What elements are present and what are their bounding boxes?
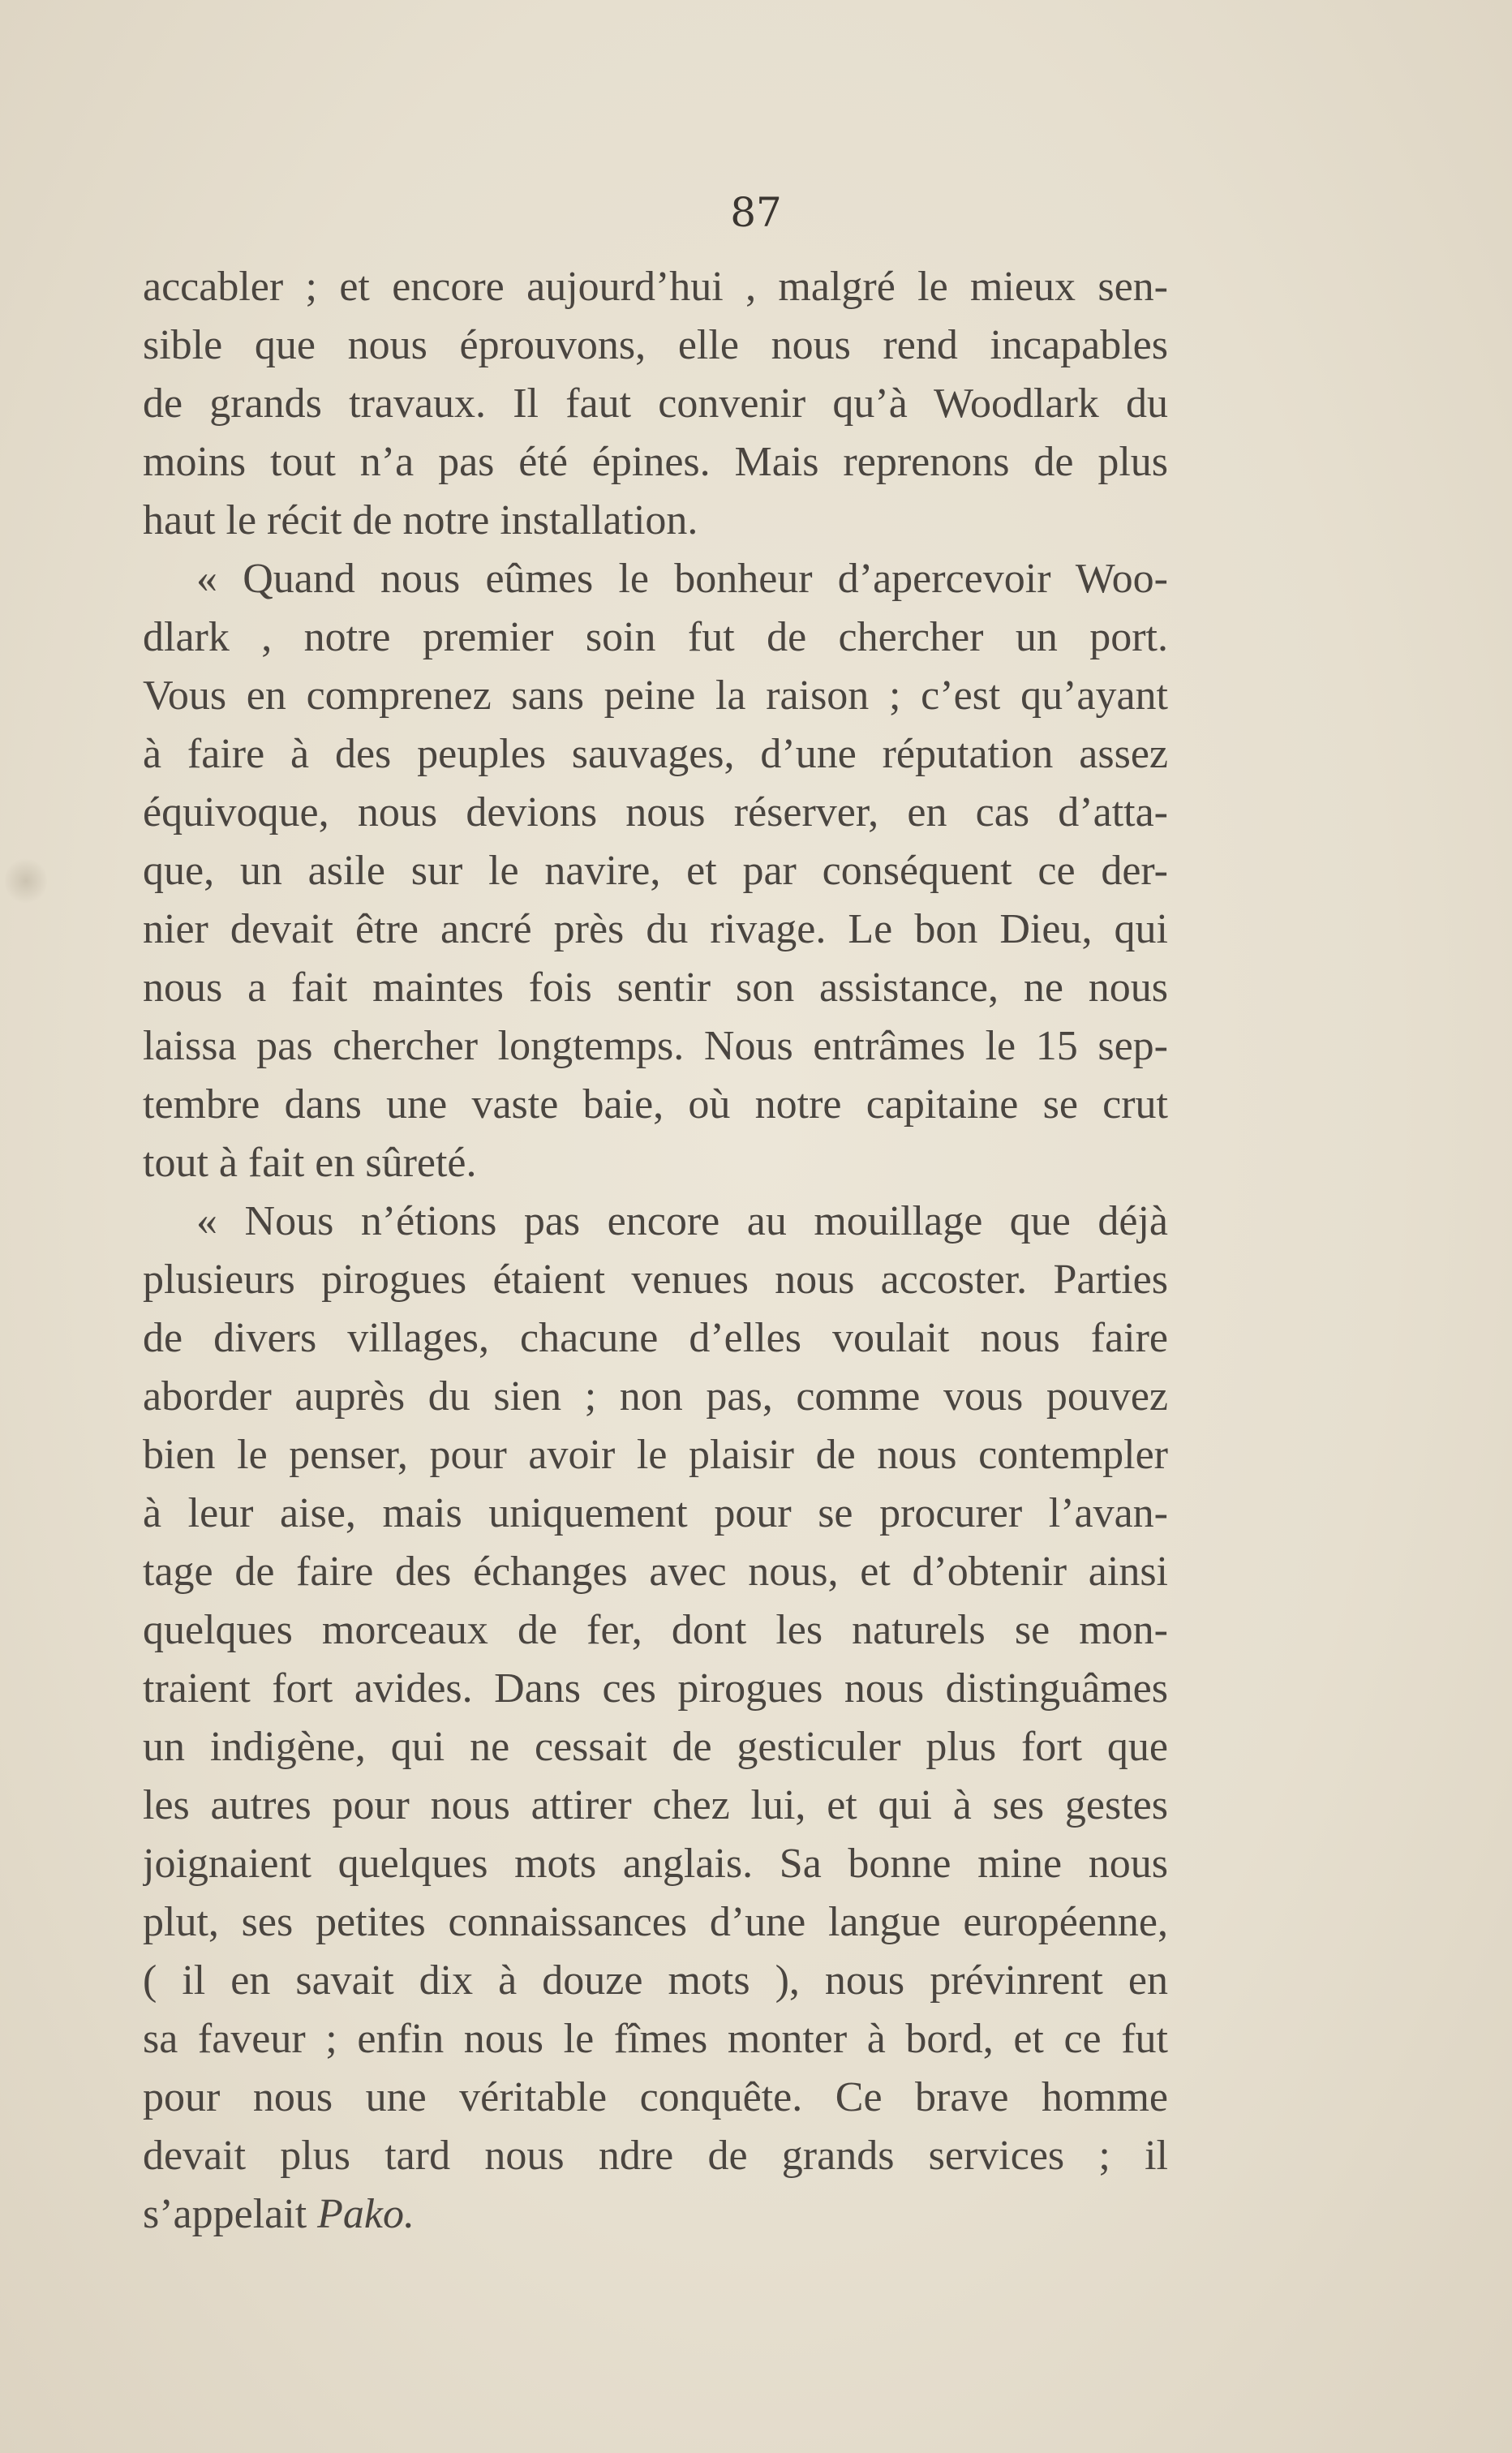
text-line: sible que nous éprouvons, elle nous rend incapables bbox=[143, 322, 1168, 368]
text-line: « Nous n’étions pas encore au mouillage que déjà bbox=[196, 1198, 1168, 1244]
text-line: que, un asile sur le navire, et par conséquent ce der- bbox=[143, 848, 1168, 894]
text-line: joignaient quelques mots anglais. Sa bonne mine nous bbox=[143, 1841, 1168, 1887]
text-line: quelques morceaux de fer, dont les naturels se mon- bbox=[143, 1607, 1168, 1653]
text-line: aborder auprès du sien ; non pas, comme vous pouvez bbox=[143, 1373, 1168, 1420]
final-text-line bbox=[143, 2185, 1168, 2244]
paragraph-2 bbox=[143, 550, 1168, 1192]
page-number: 87 bbox=[730, 189, 782, 236]
text-line: « Quand nous eûmes le bonheur d’apercevoir Woo- bbox=[196, 556, 1168, 602]
text-line: nous a fait maintes fois sentir son assistance, ne nous bbox=[143, 964, 1168, 1011]
text-line: tembre dans une vaste baie, où notre capitaine se crut bbox=[143, 1081, 1168, 1128]
paragraph-3 bbox=[143, 1192, 1168, 2244]
paper-stain bbox=[5, 857, 47, 905]
person-name-pako: Pako. bbox=[317, 2191, 415, 2237]
text-line: tage de faire des échanges avec nous, et d’obtenir ainsi bbox=[143, 1549, 1168, 1595]
text-line: bien le penser, pour avoir le plaisir de nous contempler bbox=[143, 1432, 1168, 1478]
text-line: de grands travaux. Il faut convenir qu’à Woodlark du bbox=[143, 380, 1168, 427]
paragraph-1 bbox=[143, 258, 1168, 550]
text-line: moins tout n’a pas été épines. Mais reprenons de plus bbox=[143, 439, 1168, 485]
text-line: devait plus tard nous ndre de grands services ; il bbox=[143, 2133, 1168, 2179]
text-line: traient fort avides. Dans ces pirogues nous distinguâmes bbox=[143, 1665, 1168, 1712]
text-line: plusieurs pirogues étaient venues nous accoster. Parties bbox=[143, 1257, 1168, 1303]
text-line: pour nous une véritable conquête. Ce brave homme bbox=[143, 2074, 1168, 2120]
text-line: à leur aise, mais uniquement pour se procurer l’avan- bbox=[143, 1490, 1168, 1536]
text-line: sa faveur ; enfin nous le fîmes monter à bord, et ce fut bbox=[143, 2016, 1168, 2062]
text-line: nier devait être ancré près du rivage. Le bon Dieu, qui bbox=[143, 906, 1168, 952]
text-line: plut, ses petites connaissances d’une langue européenne, bbox=[143, 1899, 1168, 1945]
text-line: dlark , notre premier soin fut de chercher un port. bbox=[143, 614, 1168, 660]
text-line: les autres pour nous attirer chez lui, et qui à ses gestes bbox=[143, 1782, 1168, 1828]
text-line: tout à fait en sûreté. bbox=[143, 1140, 477, 1186]
body-text bbox=[143, 258, 1168, 2244]
text-line: à faire à des peuples sauvages, d’une réputation assez bbox=[143, 731, 1168, 777]
text-line: accabler ; et encore aujourd’hui , malgré le mieux sen- bbox=[143, 264, 1168, 310]
text-line: équivoque, nous devions nous réserver, en cas d’atta- bbox=[143, 789, 1168, 836]
text-line: un indigène, qui ne cessait de gesticuler plus fort que bbox=[143, 1724, 1168, 1770]
final-line-prefix: s’appelait bbox=[143, 2191, 318, 2237]
text-line: de divers villages, chacune d’elles voulait nous faire bbox=[143, 1315, 1168, 1361]
text-line: haut le récit de notre installation. bbox=[143, 497, 698, 543]
text-line: laissa pas chercher longtemps. Nous entrâmes le 15 sep- bbox=[143, 1023, 1168, 1069]
text-line: ( il en savait dix à douze mots ), nous prévinrent en bbox=[143, 1957, 1168, 2004]
text-line: Vous en comprenez sans peine la raison ; c’est qu’ayant bbox=[143, 672, 1168, 719]
